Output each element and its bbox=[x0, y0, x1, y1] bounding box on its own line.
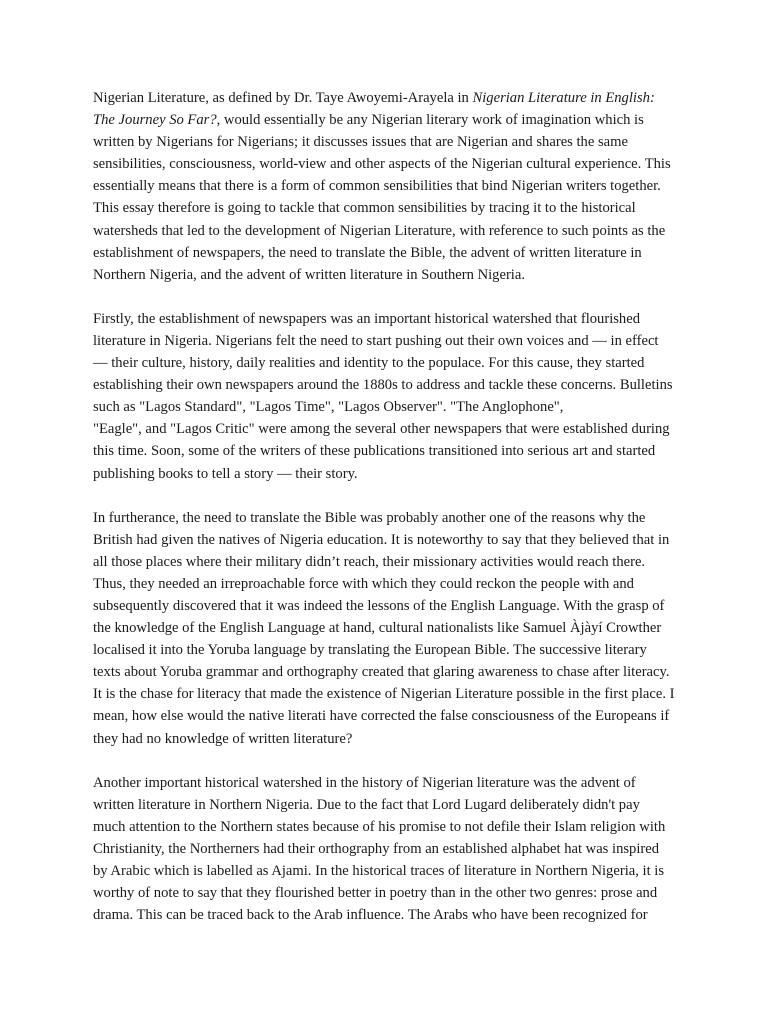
body-text: — their culture, history, daily realities and identity to the populace. For this cause, they started bbox=[93, 355, 645, 372]
text-line bbox=[93, 529, 683, 551]
body-text: such as "Lagos Standard", "Lagos Time", "Lagos Observer". "The Anglophone", bbox=[93, 399, 564, 416]
body-text: Christianity, the Northerners had their orthography from an established alphabet hat was inspired bbox=[93, 840, 660, 857]
body-text: In furtherance, the need to translate the Bible was probably another one of the reasons why the bbox=[93, 509, 646, 526]
text-line bbox=[93, 264, 683, 286]
text-line bbox=[93, 463, 683, 485]
paragraph-2 bbox=[93, 308, 683, 485]
text-line bbox=[93, 904, 683, 926]
body-text: subsequently discovered that it was indeed the lessons of the English Language. With the grasp of bbox=[93, 597, 665, 614]
text-line bbox=[93, 330, 683, 352]
text-line bbox=[93, 705, 683, 727]
text-line bbox=[93, 794, 683, 816]
italic-title-text: Nigerian Literature in English: bbox=[472, 90, 655, 106]
text-line bbox=[93, 816, 683, 838]
body-text: Another important historical watershed in the history of Nigerian literature was the advent of bbox=[93, 774, 636, 791]
body-text: British had given the natives of Nigeria education. It is noteworthy to say that they believed that in bbox=[93, 531, 670, 548]
italic-title-text: The Journey So Far? bbox=[93, 112, 217, 129]
body-text: "Eagle", and "Lagos Critic" were among the several other newspapers that were established during bbox=[93, 421, 670, 438]
body-text: the knowledge of the English Language at hand, cultural nationalists like Samuel Àjàyí Crowther bbox=[93, 620, 662, 637]
body-text: drama. This can be traced back to the Arab influence. The Arabs who have been recognized for bbox=[93, 907, 648, 924]
body-text: , would essentially be any Nigerian literary work of imagination which is bbox=[216, 112, 644, 129]
body-text: written by Nigerians for Nigerians; it discusses issues that are Nigerian and shares the same bbox=[93, 134, 628, 151]
body-text: Northern Nigeria, and the advent of written literature in Southern Nigeria. bbox=[93, 266, 525, 283]
text-line bbox=[93, 617, 683, 639]
body-text: literature in Nigeria. Nigerians felt the need to start pushing out their own voices and — in effect bbox=[93, 332, 659, 349]
text-line bbox=[93, 352, 683, 374]
body-text: mean, how else would the native literati have corrected the false consciousness of the Europeans if bbox=[93, 708, 670, 725]
body-text: watersheds that led to the development of Nigerian Literature, with reference to such points as the bbox=[93, 222, 666, 239]
text-line bbox=[93, 595, 683, 617]
text-line bbox=[93, 87, 683, 109]
text-line bbox=[93, 860, 683, 882]
body-text: worthy of note to say that they flourished better in poetry than in the other two genres: prose and bbox=[93, 885, 658, 902]
document-page bbox=[93, 87, 683, 948]
body-text: It is the chase for literacy that made the existence of Nigerian Literature possible in the first place. I bbox=[93, 686, 675, 703]
body-text: written literature in Northern Nigeria. Due to the fact that Lord Lugard deliberately didn't pay bbox=[93, 796, 640, 813]
body-text: Firstly, the establishment of newspapers was an important historical watershed that flourished bbox=[93, 310, 641, 327]
body-text: texts about Yoruba grammar and orthography created that glaring awareness to chase after literacy. bbox=[93, 664, 670, 681]
text-line bbox=[93, 131, 683, 153]
text-line bbox=[93, 440, 683, 462]
body-text: Thus, they needed an irreproachable force with which they could reckon the people with and bbox=[93, 575, 634, 592]
text-line bbox=[93, 197, 683, 219]
body-text: Nigerian Literature, as defined by Dr. Taye Awoyemi-Arayela in bbox=[93, 90, 473, 106]
body-text: much attention to the Northern states because of his promise to not defile their Islam religion with bbox=[93, 818, 666, 835]
text-line bbox=[93, 374, 683, 396]
body-text: This essay therefore is going to tackle that common sensibilities by tracing it to the historical bbox=[93, 200, 636, 217]
body-text: essentially means that there is a form of common sensibilities that bind Nigerian writers together. bbox=[93, 178, 661, 195]
paragraph-4 bbox=[93, 772, 683, 927]
body-text: establishment of newspapers, the need to translate the Bible, the advent of written literature in bbox=[93, 244, 642, 261]
body-text: establishing their own newspapers around the 1880s to address and tackle these concerns. Bulletins bbox=[93, 377, 673, 394]
text-line bbox=[93, 728, 683, 750]
body-text: publishing books to tell a story — their story. bbox=[93, 465, 358, 482]
text-line bbox=[93, 109, 683, 131]
text-line bbox=[93, 661, 683, 683]
body-text: localised it into the Yoruba language by translating the European Bible. The successive literary bbox=[93, 642, 647, 659]
text-line bbox=[93, 507, 683, 529]
body-text: they had no knowledge of written literature? bbox=[93, 730, 353, 747]
text-line bbox=[93, 639, 683, 661]
text-line bbox=[93, 153, 683, 175]
text-line bbox=[93, 175, 683, 197]
paragraph-3 bbox=[93, 507, 683, 750]
text-line bbox=[93, 242, 683, 264]
text-line bbox=[93, 838, 683, 860]
text-line bbox=[93, 396, 683, 418]
text-line bbox=[93, 772, 683, 794]
text-line bbox=[93, 551, 683, 573]
text-line bbox=[93, 418, 683, 440]
body-text: this time. Soon, some of the writers of these publications transitioned into serious art and started bbox=[93, 443, 656, 460]
text-line bbox=[93, 882, 683, 904]
text-line bbox=[93, 683, 683, 705]
body-text: all those places where their military didn’t reach, their missionary activities would reach there. bbox=[93, 553, 646, 570]
body-text: by Arabic which is labelled as Ajami. In the historical traces of literature in Northern Nigeria, it is bbox=[93, 863, 665, 879]
text-line bbox=[93, 573, 683, 595]
text-line bbox=[93, 220, 683, 242]
body-text: sensibilities, consciousness, world-view and other aspects of the Nigerian cultural experience. This bbox=[93, 156, 671, 173]
paragraph-1 bbox=[93, 87, 683, 286]
text-line bbox=[93, 308, 683, 330]
